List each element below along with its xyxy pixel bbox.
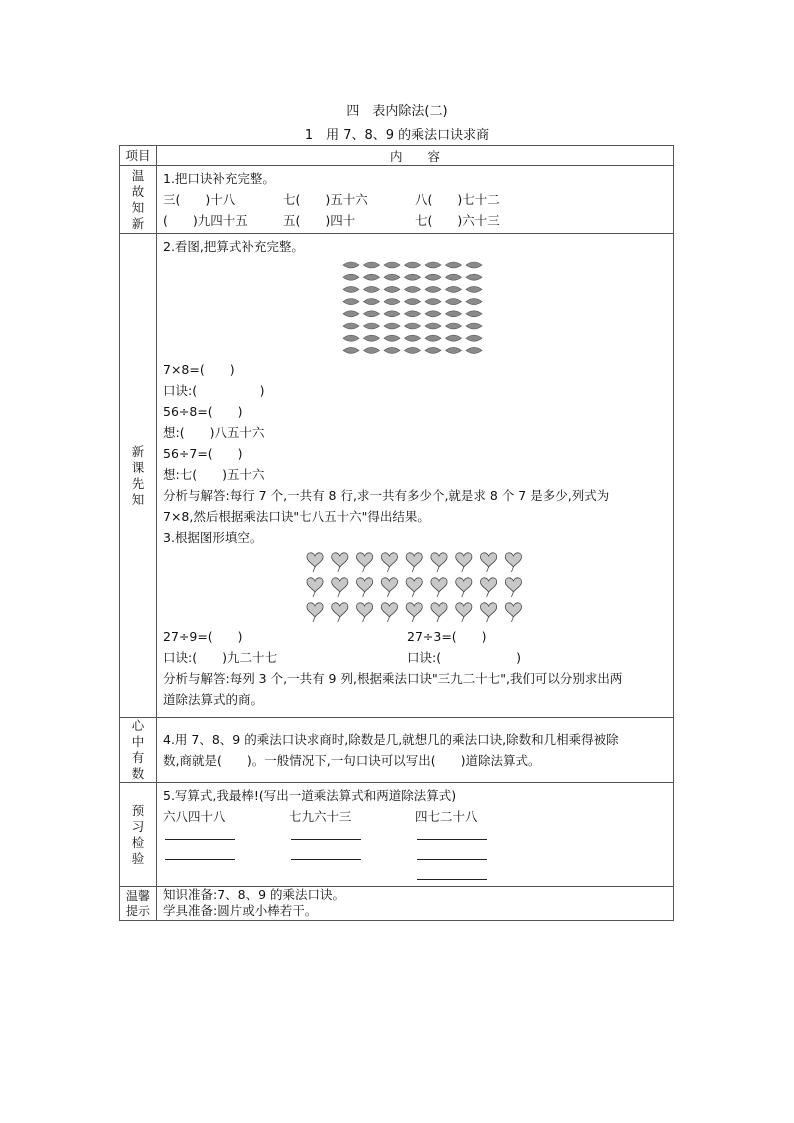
leaf-icon [466,311,482,317]
tips-line-1: 知识准备:7、8、9 的乘法口诀。 [163,887,346,902]
leaf-icon [405,335,421,341]
page-title: 四 表内除法(二) [346,104,448,119]
preview-items: 六八四十八 七九六十三 四七二十八 [163,809,478,824]
leaf-icon [446,274,462,280]
leaf-icon [384,347,400,353]
heart-icon [381,553,397,572]
leaf-icon [405,323,421,329]
leaf-icon [446,311,462,317]
leaf-icon [343,299,359,305]
leaf-icon [384,262,400,268]
heart-icon [381,578,397,597]
leaf-icon [446,323,462,329]
think-1: 想:( )八五十六 [163,425,265,440]
leaf-icon [343,323,359,329]
section-label-preview: 预 习 检 验 [120,783,157,887]
section-label-summary: 心 中 有 数 [120,718,157,783]
leaf-icon [384,335,400,341]
heart-icon [406,553,422,572]
eq-56div7: 56÷7=( ) [163,446,243,461]
leaf-icon [446,347,462,353]
leaf-icon [466,347,482,353]
leaf-icon [425,274,441,280]
leaf-icon [466,335,482,341]
leaf-icon [446,299,462,305]
leaf-icon [343,347,359,353]
leaf-icon [466,286,482,292]
leaf-icon [384,323,400,329]
answer-blanks-row-2 [163,847,669,867]
analysis-2-line-1: 分析与解答:每列 3 个,一共有 9 列,根据乘法口诀"三九二十七",我们可以分别求出两 [163,671,623,686]
leaf-icon [343,262,359,268]
review-row-2: ( )九四十五 五( )四十 七( )六十三 [163,213,500,228]
worksheet-table [119,145,674,921]
leaf-icon [364,299,380,305]
leaf-icon [343,286,359,292]
leaf-icon [384,311,400,317]
leaf-icon [425,286,441,292]
heart-icon [481,578,497,597]
eq-27div-row: 27÷9=( ) 27÷3=( ) [163,629,487,644]
mnemonic-row: 口诀:( )九二十七 口诀:( ) [163,650,521,665]
leaf-icon [384,274,400,280]
heart-icon [505,578,521,597]
answer-blanks-row-3 [163,867,669,879]
leaf-icon [364,323,380,329]
content-header: 内 容 [157,146,674,166]
answer-blank[interactable] [417,827,487,840]
heart-icon [307,603,323,622]
answer-blank[interactable] [165,827,235,840]
leaf-icon [405,311,421,317]
leaf-icon [425,299,441,305]
leaf-icon [425,347,441,353]
leaf-icon [466,274,482,280]
heart-icon [456,553,472,572]
heart-icon [481,553,497,572]
heart-icon [357,603,373,622]
heart-icon [431,603,447,622]
leaf-icon [446,286,462,292]
leaf-icon [364,262,380,268]
mnemonic-blank: 口诀:( ) [163,383,265,398]
leaf-icon [446,335,462,341]
answer-blank[interactable] [417,847,487,860]
answer-blank[interactable] [291,827,361,840]
leaf-icon [405,299,421,305]
heart-grid-figure [305,548,527,624]
section-label-tips: 温馨 提示 [120,887,157,921]
leaf-icon [343,274,359,280]
heart-icon [505,553,521,572]
leaf-icon [364,274,380,280]
summary-line-1: 4.用 7、8、9 的乘法口诀求商时,除数是几,就想几的乘法口诀,除数和几相乘得被除 [163,732,619,747]
leaf-icon [446,262,462,268]
review-content [157,166,674,234]
heart-icon [332,603,348,622]
analysis-1-line-2: 7×8,然后根据乘法口诀"七八五十六"得出结果。 [163,509,430,524]
preview-content [157,783,674,887]
heart-icon [406,603,422,622]
leaf-icon [405,274,421,280]
leaf-icon [466,299,482,305]
eq-56div8: 56÷8=( ) [163,404,243,419]
eq-7x8: 7×8=( ) [163,362,235,377]
leaf-icon [364,335,380,341]
heart-icon [456,578,472,597]
leaf-icon [405,262,421,268]
leaf-icon [425,323,441,329]
heart-icon [307,578,323,597]
heart-icon [357,578,373,597]
heart-icon [431,553,447,572]
answer-blanks-row-1 [163,827,669,847]
heart-icon [406,578,422,597]
heart-icon [307,553,323,572]
leaf-icon [425,311,441,317]
section-label-new-lesson: 新 课 先 知 [120,234,157,718]
leaf-icon [405,286,421,292]
answer-blank[interactable] [165,847,235,860]
tips-content [157,887,674,921]
leaf-grid-figure [341,259,491,359]
analysis-1-line-1: 分析与解答:每行 7 个,一共有 8 行,求一共有多少个,就是求 8 个 7 是多少,列式为 [163,488,610,503]
analysis-2-line-2: 道除法算式的商。 [163,692,264,707]
heart-icon [456,603,472,622]
review-row-1: 三( )十八 七( )五十六 八( )七十二 [163,192,500,207]
leaf-icon [364,286,380,292]
question-1: 1.把口诀补充完整。 [163,171,275,186]
leaf-icon [425,335,441,341]
lesson-subtitle: 1 用 7、8、9 的乘法口诀求商 [304,128,490,143]
leaf-icon [384,299,400,305]
heart-icon [481,603,497,622]
answer-blank[interactable] [417,867,487,880]
heart-icon [357,553,373,572]
section-label-review: 温 故 知 新 [120,166,157,234]
leaf-icon [364,311,380,317]
new-lesson-content [157,234,674,718]
leaf-icon [343,311,359,317]
leaf-icon [405,347,421,353]
summary-line-2: 数,商就是( )。一般情况下,一句口诀可以写出( )道除法算式。 [163,753,541,768]
leaf-icon [466,323,482,329]
heart-icon [332,553,348,572]
leaf-icon [364,347,380,353]
leaf-icon [384,286,400,292]
question-2: 2.看图,把算式补充完整。 [163,239,304,254]
answer-blank[interactable] [291,847,361,860]
heart-icon [505,603,521,622]
leaf-icon [343,335,359,341]
question-5: 5.写算式,我最棒!(写出一道乘法算式和两道除法算式) [163,788,457,803]
heart-icon [431,578,447,597]
think-2: 想:七( )五十六 [163,467,265,482]
heart-icon [332,578,348,597]
question-3: 3.根据图形填空。 [163,530,263,545]
summary-content [157,718,674,783]
leaf-icon [425,262,441,268]
tips-line-2: 学具准备:圆片或小棒若干。 [163,903,318,918]
item-header: 项目 [120,146,157,166]
heart-icon [381,603,397,622]
leaf-icon [466,262,482,268]
